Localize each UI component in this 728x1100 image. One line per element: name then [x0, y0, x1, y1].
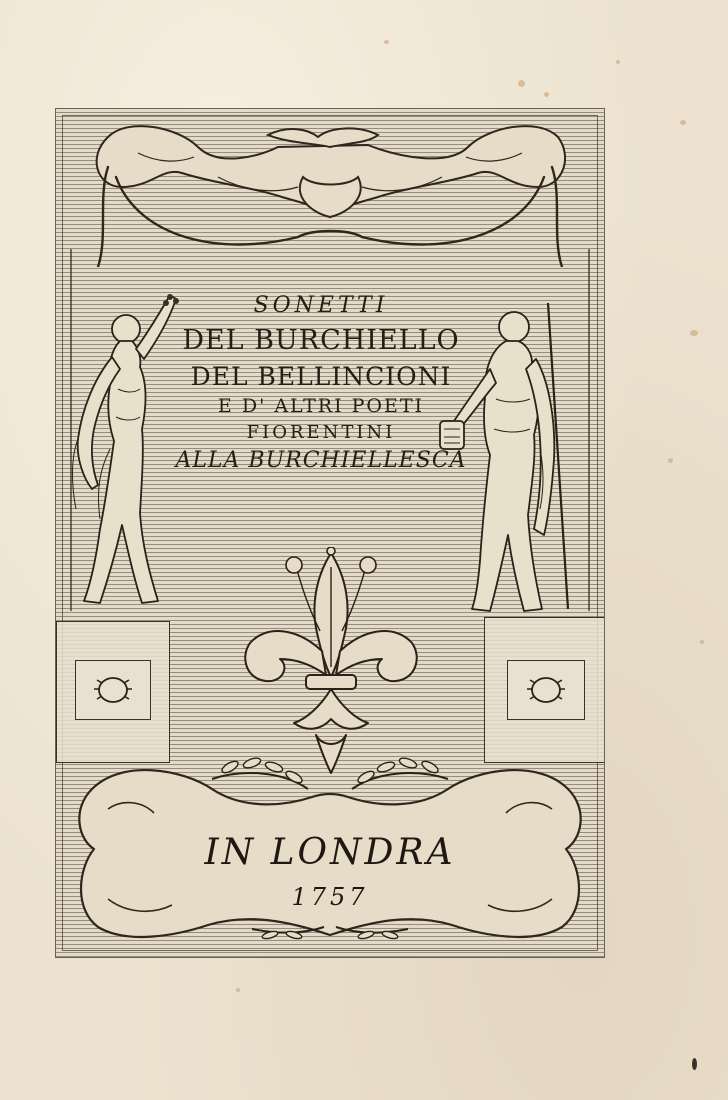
foxing-spot	[680, 120, 686, 125]
foxing-spot	[384, 40, 389, 44]
foxing-spot	[668, 458, 673, 463]
title-line-2: DEL BURCHIELLO	[182, 325, 460, 356]
foxing-spot	[616, 60, 620, 64]
right-pilaster-line	[588, 249, 590, 611]
title-line-1: SONETTI	[253, 293, 389, 318]
title-line-3: DEL BELLINCIONI	[190, 362, 452, 391]
left-pedestal-panel	[75, 660, 151, 720]
imprint-place: IN LONDRA	[204, 832, 456, 873]
foxing-spot	[236, 988, 240, 992]
foxing-spot	[544, 92, 549, 97]
right-pedestal	[484, 617, 605, 763]
foxing-spot	[690, 330, 698, 336]
left-pedestal	[56, 621, 170, 763]
foxing-spot	[518, 80, 525, 87]
fleur-de-lis-icon	[236, 547, 426, 777]
imprint-year: 1757	[291, 883, 369, 911]
laurel-wreath-icon	[76, 661, 150, 719]
title-line-6: ALLA BURCHIELLESCA	[175, 448, 467, 473]
right-pedestal-panel	[507, 660, 585, 720]
engraved-title-plate	[55, 108, 605, 958]
foxing-spot	[692, 1058, 697, 1070]
imprint-block	[56, 832, 604, 911]
title-block	[156, 295, 486, 472]
laurel-wreath-icon	[508, 661, 584, 719]
foxing-spot	[700, 640, 704, 644]
title-line-5: FIORENTINI	[246, 422, 396, 443]
top-cartouche-ornament	[68, 117, 592, 267]
title-line-4: E D' ALTRI POETI	[217, 395, 425, 417]
